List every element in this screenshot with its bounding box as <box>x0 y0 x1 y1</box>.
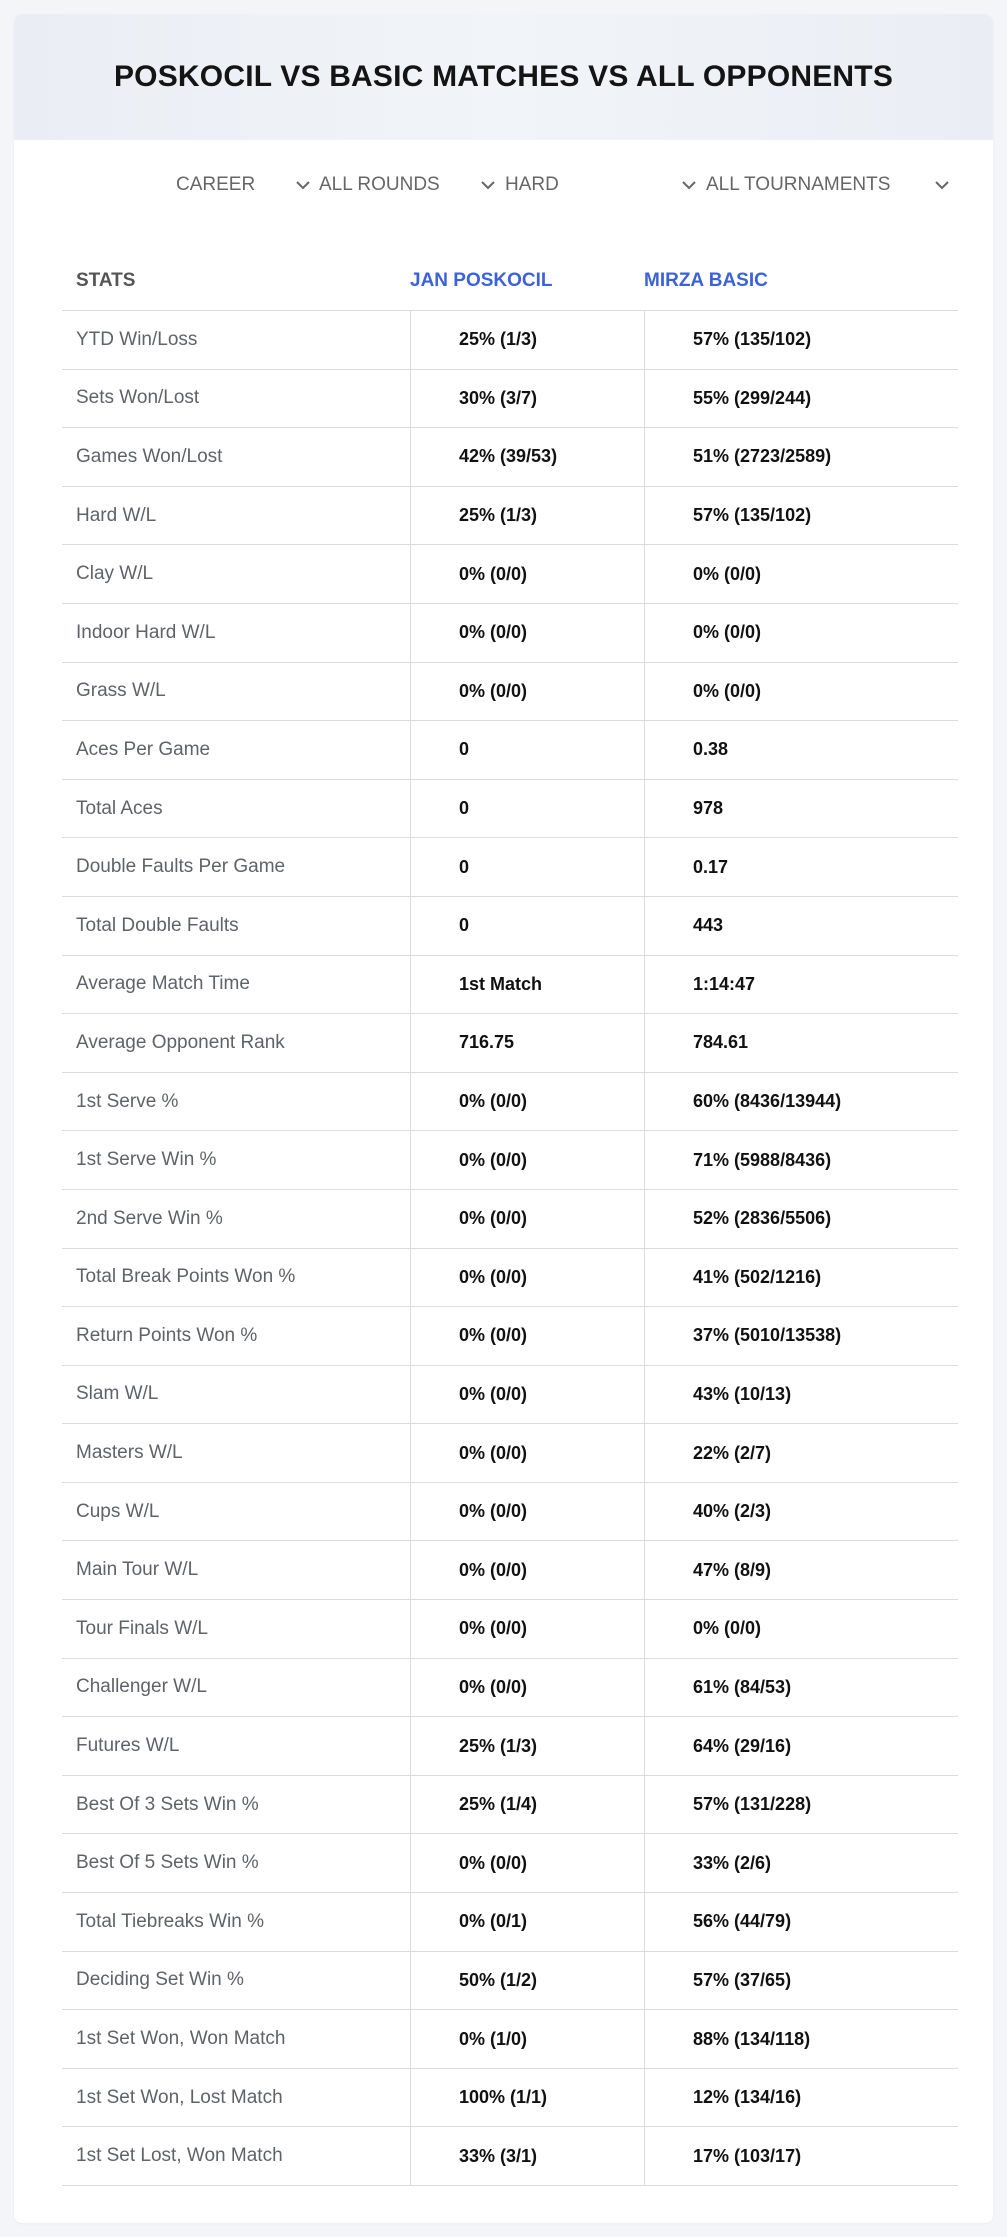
player2-value: 784.61 <box>693 1032 749 1053</box>
player1-value: 0% (0/0) <box>459 1442 528 1463</box>
column-divider <box>644 1307 645 1365</box>
table-row <box>62 2069 958 2128</box>
column-divider <box>410 428 411 486</box>
column-divider <box>644 545 645 603</box>
column-divider <box>410 604 411 662</box>
player1-value: 0% (0/0) <box>459 1325 528 1346</box>
column-divider <box>410 1014 411 1072</box>
player2-value: 64% (29/16) <box>693 1735 792 1756</box>
player2-value: 60% (8436/13944) <box>693 1091 842 1112</box>
player1-value: 0% (0/0) <box>459 1383 528 1404</box>
stat-label: Total Break Points Won % <box>76 1266 296 1288</box>
table-row <box>62 428 958 487</box>
player2-value: 71% (5988/8436) <box>693 1149 832 1170</box>
player2-value: 0.38 <box>693 739 729 760</box>
table-row <box>62 604 958 663</box>
table-row <box>62 545 958 604</box>
player1-value: 0% (0/0) <box>459 1091 528 1112</box>
table-row <box>62 1952 958 2011</box>
column-divider <box>410 1366 411 1424</box>
player1-value: 0% (0/0) <box>459 680 528 701</box>
stat-label: Masters W/L <box>76 1442 183 1464</box>
stat-label: 1st Serve % <box>76 1090 179 1112</box>
stat-label: Total Double Faults <box>76 914 239 936</box>
player2-value: 57% (37/65) <box>693 1969 792 1990</box>
player1-value: 0 <box>459 798 470 819</box>
player1-value: 716.75 <box>459 1032 515 1053</box>
column-divider <box>644 2127 645 2185</box>
column-divider <box>644 1834 645 1892</box>
column-divider <box>410 1483 411 1541</box>
column-divider <box>644 487 645 545</box>
player1-value: 25% (1/4) <box>459 1794 538 1815</box>
table-row <box>62 1190 958 1249</box>
table-row <box>62 1366 958 1425</box>
table-row <box>62 311 958 370</box>
player1-value: 0% (0/0) <box>459 1852 528 1873</box>
chevron-down-icon <box>932 175 952 195</box>
player1-value: 1st Match <box>459 973 543 994</box>
player1-value: 33% (3/1) <box>459 2145 538 2166</box>
table-row <box>62 663 958 722</box>
stats-table <box>62 242 958 2186</box>
column-divider <box>410 1659 411 1717</box>
player2-value: 1:14:47 <box>693 973 756 994</box>
page-title: POSKOCIL VS BASIC MATCHES VS ALL OPPONENTS <box>113 60 894 93</box>
stat-label: Average Opponent Rank <box>76 1031 285 1053</box>
player1-value: 0% (0/0) <box>459 1618 528 1639</box>
stat-label: Cups W/L <box>76 1500 160 1522</box>
player2-value: 37% (5010/13538) <box>693 1325 842 1346</box>
table-row <box>62 1307 958 1366</box>
table-row <box>62 370 958 429</box>
player1-value: 50% (1/2) <box>459 1969 538 1990</box>
stat-label: Aces Per Game <box>76 738 211 760</box>
column-divider <box>644 721 645 779</box>
player1-value: 25% (1/3) <box>459 1735 538 1756</box>
column-divider <box>410 1073 411 1131</box>
table-row <box>62 1541 958 1600</box>
table-row <box>62 897 958 956</box>
player2-value: 0% (0/0) <box>693 1618 762 1639</box>
column-divider <box>410 1307 411 1365</box>
player1-value: 0% (0/0) <box>459 1676 528 1697</box>
player2-value: 47% (8/9) <box>693 1559 772 1580</box>
table-row <box>62 1424 958 1483</box>
table-row <box>62 721 958 780</box>
player1-value: 0 <box>459 915 470 936</box>
column-divider <box>410 1424 411 1482</box>
column-divider <box>644 1541 645 1599</box>
stat-label: Slam W/L <box>76 1383 159 1405</box>
player2-value: 57% (131/228) <box>693 1794 812 1815</box>
column-divider <box>644 2010 645 2068</box>
player1-value: 0% (0/1) <box>459 1911 528 1932</box>
column-divider <box>410 780 411 838</box>
column-divider <box>410 1249 411 1307</box>
column-divider <box>644 663 645 721</box>
stat-label: Hard W/L <box>76 504 157 526</box>
column-divider <box>644 897 645 955</box>
column-divider <box>644 1424 645 1482</box>
stat-label: 2nd Serve Win % <box>76 1207 223 1229</box>
column-divider <box>644 428 645 486</box>
player1-value: 0 <box>459 856 470 877</box>
player2-value: 51% (2723/2589) <box>693 446 832 467</box>
column-divider <box>644 1600 645 1658</box>
stat-label: 1st Set Won, Lost Match <box>76 2086 283 2108</box>
column-divider <box>644 370 645 428</box>
column-divider <box>410 1717 411 1775</box>
player1-value: 42% (39/53) <box>459 446 558 467</box>
column-divider <box>410 956 411 1014</box>
table-body <box>62 311 958 2186</box>
stat-label: Grass W/L <box>76 680 166 702</box>
filter-bar <box>14 140 993 214</box>
column-divider <box>410 897 411 955</box>
round-select-value: ALL ROUNDS <box>319 174 440 195</box>
chevron-down-icon <box>293 175 313 195</box>
stat-label: Tour Finals W/L <box>76 1617 208 1639</box>
player1-value: 0% (0/0) <box>459 622 528 643</box>
player2-value: 33% (2/6) <box>693 1852 772 1873</box>
player2-value: 0% (0/0) <box>693 680 762 701</box>
player2-value: 55% (299/244) <box>693 387 812 408</box>
column-divider <box>644 1249 645 1307</box>
stat-label: 1st Set Won, Won Match <box>76 2028 286 2050</box>
player2-value: 56% (44/79) <box>693 1911 792 1932</box>
column-divider <box>410 1834 411 1892</box>
column-divider <box>410 545 411 603</box>
column-divider <box>644 1366 645 1424</box>
table-row <box>62 780 958 839</box>
column-divider <box>410 1893 411 1951</box>
stat-label: Total Aces <box>76 797 163 819</box>
round-select[interactable] <box>319 174 498 196</box>
column-divider <box>644 780 645 838</box>
stat-label: Main Tour W/L <box>76 1559 199 1581</box>
player1-value: 0% (0/0) <box>459 1559 528 1580</box>
player1-value: 0% (0/0) <box>459 1501 528 1522</box>
column-header-player1[interactable]: JAN POSKOCIL <box>410 270 553 291</box>
stat-label: Average Match Time <box>76 973 250 995</box>
column-divider <box>410 2127 411 2185</box>
column-divider <box>410 721 411 779</box>
table-row <box>62 487 958 546</box>
column-divider <box>410 1190 411 1248</box>
table-row <box>62 1717 958 1776</box>
player2-value: 17% (103/17) <box>693 2145 802 2166</box>
stat-label: Best Of 3 Sets Win % <box>76 1793 259 1815</box>
player1-value: 25% (1/3) <box>459 505 538 526</box>
column-divider <box>644 1659 645 1717</box>
stat-label: Total Tiebreaks Win % <box>76 1910 264 1932</box>
player2-value: 57% (135/102) <box>693 505 812 526</box>
player2-value: 0.17 <box>693 856 729 877</box>
player2-value: 0% (0/0) <box>693 622 762 643</box>
player1-value: 0% (1/0) <box>459 2028 528 2049</box>
stat-label: Sets Won/Lost <box>76 387 200 409</box>
table-row <box>62 1131 958 1190</box>
player1-value: 0 <box>459 739 470 760</box>
player1-value: 25% (1/3) <box>459 329 538 350</box>
chevron-down-icon <box>679 175 699 195</box>
surface-select-value: HARD <box>505 174 559 195</box>
column-divider <box>644 1483 645 1541</box>
stat-label: 1st Serve Win % <box>76 1149 217 1171</box>
period-select-value: CAREER <box>176 174 256 195</box>
table-row <box>62 1834 958 1893</box>
column-divider <box>644 1952 645 2010</box>
table-row <box>62 1659 958 1718</box>
table-row <box>62 1893 958 1952</box>
stat-label: Best Of 5 Sets Win % <box>76 1852 259 1874</box>
stats-card <box>14 14 993 2223</box>
column-divider <box>410 1952 411 2010</box>
chevron-down-icon <box>478 175 498 195</box>
tournament-select-value: ALL TOURNAMENTS <box>706 174 891 195</box>
column-divider <box>410 1776 411 1834</box>
player1-value: 0% (0/0) <box>459 1149 528 1170</box>
player2-value: 0% (0/0) <box>693 563 762 584</box>
table-row <box>62 1600 958 1659</box>
column-header-player2[interactable]: MIRZA BASIC <box>644 270 768 291</box>
stat-label: Games Won/Lost <box>76 445 223 467</box>
stat-label: Deciding Set Win % <box>76 1969 244 1991</box>
stat-label: 1st Set Lost, Won Match <box>76 2145 283 2167</box>
column-divider <box>410 370 411 428</box>
table-row <box>62 1776 958 1835</box>
player2-value: 12% (134/16) <box>693 2087 802 2108</box>
player2-value: 52% (2836/5506) <box>693 1208 832 1229</box>
table-row <box>62 1073 958 1132</box>
player2-value: 88% (134/118) <box>693 2028 811 2049</box>
period-select[interactable] <box>176 174 313 196</box>
player2-value: 978 <box>693 798 724 819</box>
column-divider <box>644 956 645 1014</box>
player1-value: 0% (0/0) <box>459 1266 528 1287</box>
column-divider <box>644 1131 645 1189</box>
player2-value: 61% (84/53) <box>693 1676 792 1697</box>
card-header <box>14 14 993 140</box>
stat-label: YTD Win/Loss <box>76 328 198 350</box>
column-divider <box>410 311 411 369</box>
stat-label: Challenger W/L <box>76 1676 207 1698</box>
table-row <box>62 1249 958 1308</box>
stat-label: Return Points Won % <box>76 1324 258 1346</box>
column-divider <box>410 2069 411 2127</box>
table-header <box>62 242 958 311</box>
column-divider <box>644 1014 645 1072</box>
column-divider <box>410 838 411 896</box>
column-divider <box>644 838 645 896</box>
stat-label: Double Faults Per Game <box>76 856 286 878</box>
surface-select[interactable] <box>505 174 699 196</box>
column-divider <box>410 1131 411 1189</box>
table-row <box>62 2127 958 2186</box>
column-divider <box>410 1600 411 1658</box>
stat-label: Indoor Hard W/L <box>76 621 216 643</box>
player2-value: 57% (135/102) <box>693 329 812 350</box>
column-divider <box>410 1541 411 1599</box>
table-row <box>62 1483 958 1542</box>
column-divider <box>644 2069 645 2127</box>
table-row <box>62 838 958 897</box>
table-row <box>62 1014 958 1073</box>
table-row <box>62 2010 958 2069</box>
column-divider <box>644 1893 645 1951</box>
player1-value: 100% (1/1) <box>459 2087 548 2108</box>
column-divider <box>410 2010 411 2068</box>
column-divider <box>644 604 645 662</box>
stat-label: Clay W/L <box>76 563 154 585</box>
column-divider <box>644 1776 645 1834</box>
player1-value: 0% (0/0) <box>459 563 528 584</box>
column-divider <box>410 487 411 545</box>
tournament-select[interactable] <box>706 174 952 196</box>
column-divider <box>644 1073 645 1131</box>
player1-value: 30% (3/7) <box>459 387 538 408</box>
column-header-stats: STATS <box>76 270 136 291</box>
player2-value: 22% (2/7) <box>693 1442 772 1463</box>
column-divider <box>644 1190 645 1248</box>
player2-value: 41% (502/1216) <box>693 1266 822 1287</box>
table-row <box>62 956 958 1015</box>
player2-value: 443 <box>693 915 724 936</box>
column-divider <box>410 663 411 721</box>
column-divider <box>644 311 645 369</box>
player2-value: 40% (2/3) <box>693 1501 772 1522</box>
player2-value: 43% (10/13) <box>693 1383 792 1404</box>
column-divider <box>644 1717 645 1775</box>
stat-label: Futures W/L <box>76 1735 180 1757</box>
player1-value: 0% (0/0) <box>459 1208 528 1229</box>
